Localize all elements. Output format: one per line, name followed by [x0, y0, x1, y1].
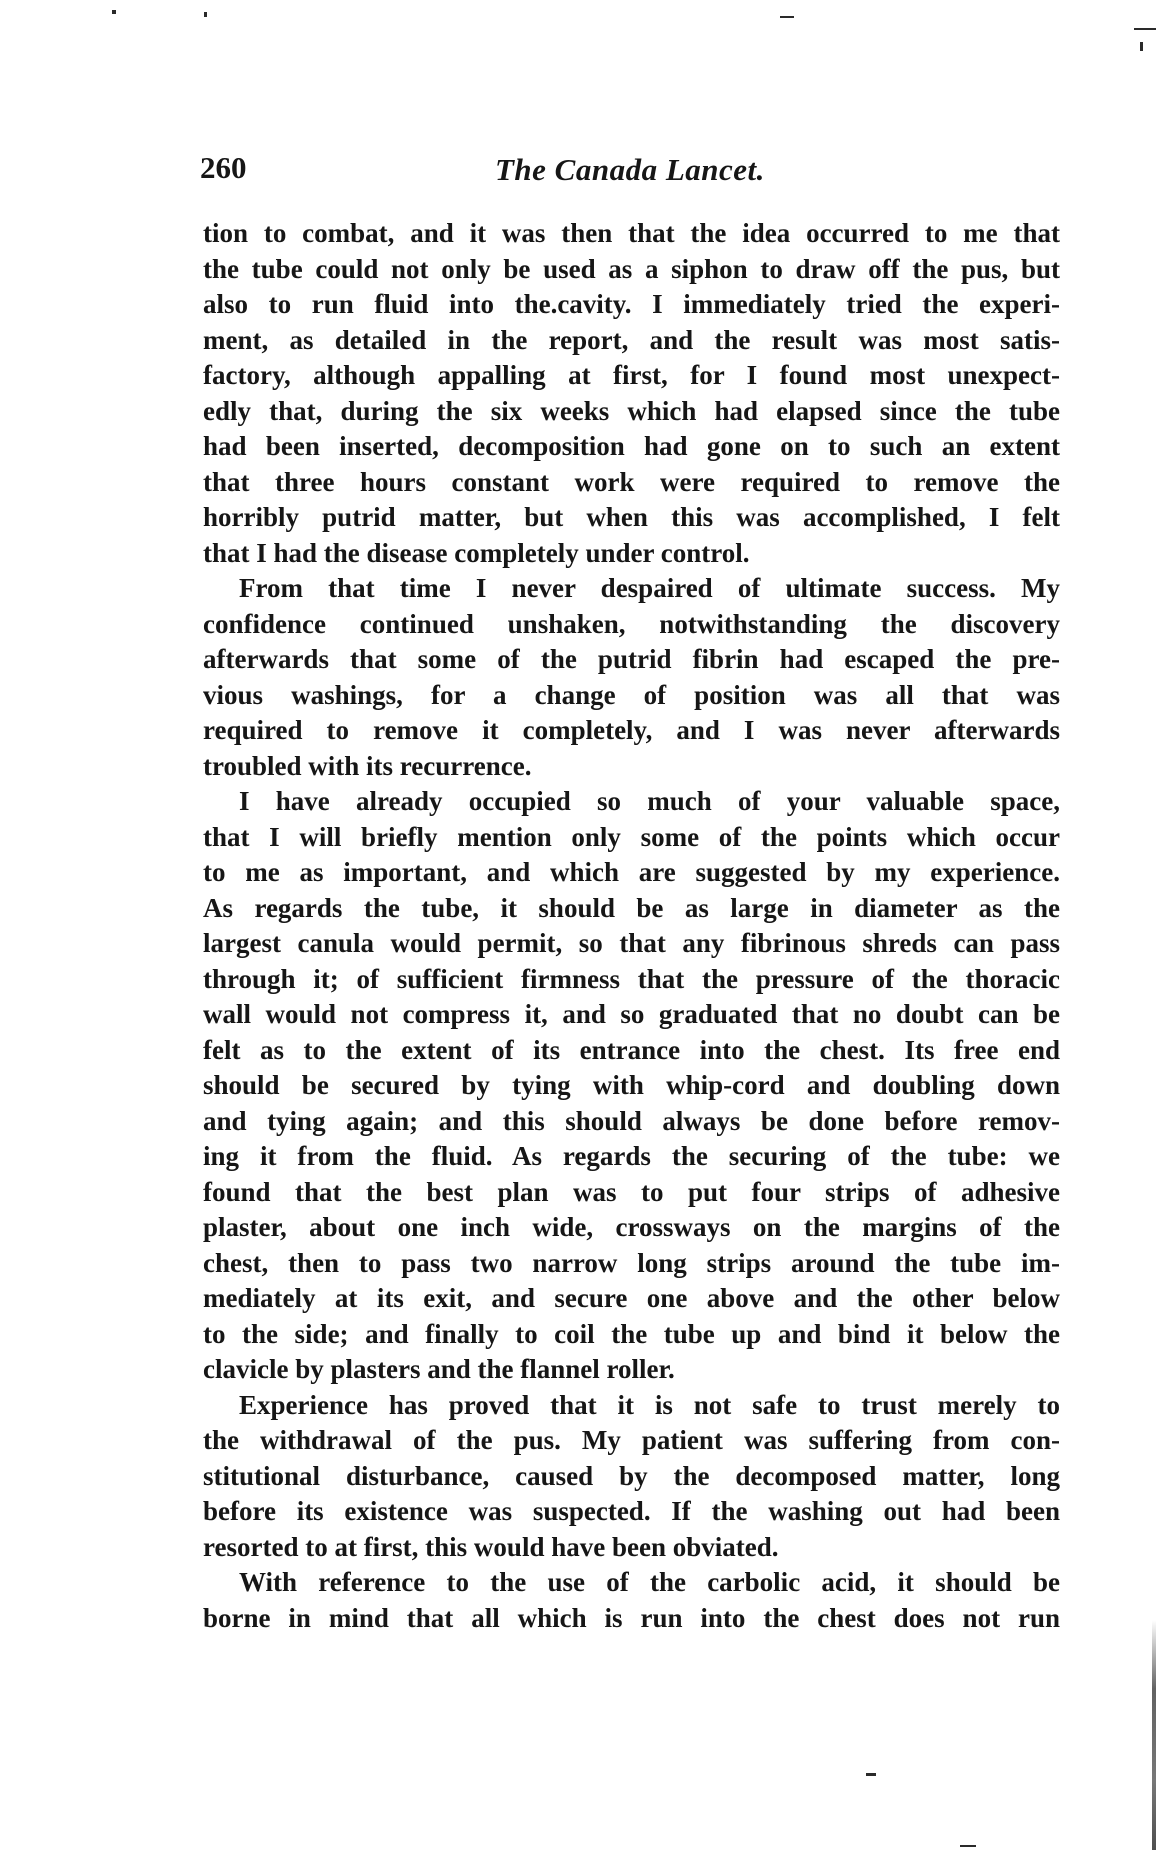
- text-line: troubled with its recurrence.: [203, 750, 532, 781]
- page-edge-shadow: [1152, 1620, 1156, 1850]
- text-line: found that the best plan was to put four strips of adhesive: [203, 1176, 1060, 1207]
- text-line: ment, as detailed in the report, and the result was most satis-: [203, 324, 1060, 355]
- text-line: felt as to the extent of its entrance into the chest. Its free end: [203, 1034, 1060, 1065]
- text-line: afterwards that some of the putrid fibrin had escaped the pre-: [203, 644, 1060, 674]
- text-line: that I will briefly mention only some of the points which occur: [203, 821, 1060, 852]
- scan-speck: [780, 16, 794, 18]
- scan-speck: [204, 12, 207, 17]
- scan-speck: [866, 1773, 876, 1776]
- text-line: Experience has proved that it is not safe to trust merely to: [239, 1389, 1060, 1420]
- scan-speck: [1140, 42, 1143, 51]
- text-line: had been inserted, decomposition had gone on to such an extent: [203, 431, 1060, 461]
- text-line: should be secured by tying with whip-cord and doubling down: [203, 1070, 1060, 1100]
- text-line: mediately at its exit, and secure one above and the other below: [203, 1283, 1060, 1313]
- scan-speck: [1134, 28, 1156, 30]
- text-line: edly that, during the six weeks which had elapsed since the tube: [203, 395, 1060, 426]
- scan-speck: [960, 1845, 976, 1847]
- page-header: [200, 150, 1060, 196]
- text-line: largest canula would permit, so that any fibrinous shreds can pass: [203, 928, 1060, 958]
- text-line: vious washings, for a change of position was all that was: [203, 679, 1060, 710]
- scan-speck: [112, 10, 116, 14]
- text-line: before its existence was suspected. If the washing out had been: [203, 1496, 1060, 1526]
- text-line: horribly putrid matter, but when this was accomplished, I felt: [203, 502, 1060, 532]
- text-line: to me as important, and which are suggested by my experience.: [203, 857, 1060, 887]
- text-line: stitutional disturbance, caused by the decomposed matter, long: [203, 1460, 1060, 1491]
- text-line: resorted to at first, this would have been obviated.: [203, 1531, 779, 1562]
- text-line: factory, although appalling at first, for I found most unexpect-: [203, 360, 1060, 390]
- running-title: The Canada Lancet.: [495, 152, 765, 187]
- text-line: through it; of sufficient firmness that the pressure of the thoracic: [203, 963, 1060, 994]
- text-line: that I had the disease completely under control.: [203, 537, 750, 568]
- page-number: 260: [200, 150, 247, 185]
- text-line: I have already occupied so much of your valuable space,: [239, 786, 1060, 816]
- text-line: and tying again; and this should always be done before remov-: [203, 1105, 1060, 1136]
- text-line: chest, then to pass two narrow long strips around the tube im-: [203, 1247, 1060, 1278]
- text-line: that three hours constant work were required to remove the: [203, 466, 1060, 497]
- text-line: the withdrawal of the pus. My patient was suffering from con-: [203, 1425, 1060, 1455]
- text-line: to the side; and finally to coil the tube up and bind it below the: [203, 1318, 1060, 1349]
- text-line: the tube could not only be used as a siphon to draw off the pus, but: [203, 253, 1060, 284]
- text-line: ing it from the fluid. As regards the securing of the tube: we: [203, 1141, 1060, 1171]
- body-text: [203, 216, 1060, 1636]
- text-line: plaster, about one inch wide, crossways on the margins of the: [203, 1212, 1060, 1242]
- text-line: As regards the tube, it should be as large in diameter as the: [203, 892, 1060, 923]
- text-line: With reference to the use of the carbolic acid, it should be: [239, 1567, 1060, 1597]
- text-line: clavicle by plasters and the flannel roller.: [203, 1354, 675, 1384]
- text-line: borne in mind that all which is run into the chest does not run: [203, 1602, 1060, 1633]
- text-line: From that time I never despaired of ultimate success. My: [239, 573, 1060, 603]
- text-line: tion to combat, and it was then that the idea occurred to me that: [203, 218, 1060, 248]
- text-line: confidence continued unshaken, notwithstanding the discovery: [203, 608, 1060, 639]
- text-line: wall would not compress it, and so graduated that no doubt can be: [203, 999, 1060, 1029]
- text-line: required to remove it completely, and I was never afterwards: [203, 715, 1060, 745]
- text-line: also to run fluid into the.cavity. I immediately tried the experi-: [203, 289, 1060, 319]
